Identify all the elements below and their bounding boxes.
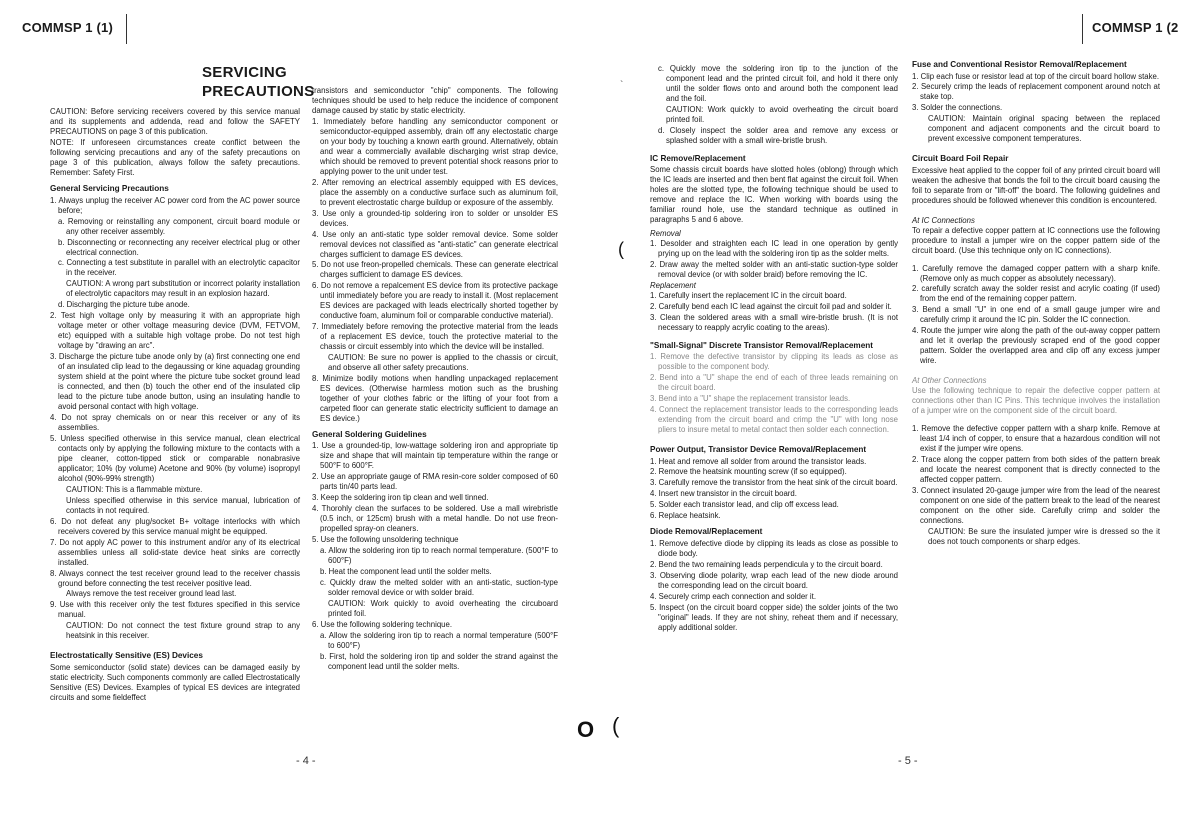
list-item: 6. Use the following soldering technique.	[312, 619, 452, 629]
list-item: a. Allow the soldering iron tip to reach a normal temperature (500°F to 600°F)	[320, 630, 558, 650]
list-item: 2. Test high voltage only by measuring it with an appropriate high voltage meter or other voltage measuring device (DVM, FETVOM, etc) equipped with a suitable high voltage probe. Do not test high voltage by "drawing an arc".	[50, 311, 300, 351]
list-item: 2. Securely crimp the leads of replacement component around notch at stake top.	[912, 82, 1160, 102]
list-item: CAUTION: Maintain original spacing between the replaced component and adjacent components and the circuit board to prevent excessive component temperatures.	[928, 114, 1160, 144]
power-output-list	[650, 457, 898, 522]
list-item: 6. Do not remove a repalcement ES device from its protective package until immediately before you are ready to install it. (Most replacement ES devices are packaged with leads electrically shorted together by conductive foam, aluminum foil or comparable conductive material).	[312, 281, 558, 321]
power-output-heading: Power Output, Transistor Device Removal/Replacement	[650, 445, 867, 454]
soldering-list	[312, 441, 558, 671]
list-item: 4. Use only an anti-static type solder removal device. Some solder removal devices not classified as "anti-static" can generate electrical charges sufficient to damage ES devices.	[312, 229, 558, 259]
page-number-left: - 4 -	[296, 755, 316, 767]
list-item: b. Disconnecting or reconnecting any receiver electrical plug or other electrical connection.	[58, 237, 300, 257]
list-item: 1. Remove the defective transistor by clipping its leads as close as possible to the component body.	[650, 352, 898, 372]
list-item: 3. Solder the connections.	[912, 103, 1003, 113]
list-item: 1. Use a grounded-tip, low-wattage soldering iron and appropriate tip size and shape that will maintain tip temperature within the range or 500°F to 600°F.	[312, 441, 558, 471]
list-item: 3. Bend into a "U" shape the replacement transistor leads.	[650, 394, 851, 404]
list-item: Always remove the test receiver ground lead last.	[66, 589, 237, 599]
list-item: 4. Securely crimp each connection and solder it.	[650, 591, 816, 601]
list-item: 1. Always unplug the receiver AC power cord from the AC power source before;	[50, 195, 300, 215]
list-item: 3. Carefully remove the transistor from the heat sink of the circuit board.	[650, 478, 898, 488]
list-item: 8. Always connect the test receiver ground lead to the receiver chassis ground before connecting the test receiver positive lead.	[50, 568, 300, 588]
list-item: 3. Clean the soldered areas with a small wire-bristle brush. (It is not necessary to reapply acrylic coating to the areas).	[650, 312, 898, 332]
intro	[50, 107, 300, 178]
list-item: 1. Desolder and straighten each IC lead in one operation by gently prying up on the lead with the soldering iron tip as the solder melts.	[650, 239, 898, 258]
replacement-label: Replacement	[650, 280, 696, 290]
at-ic-text: To repair a defective copper pattern at IC connections use the following procedure to install a jumper wire on the copper pattern side of the circuit board. (Use this technique only on IC connections).	[912, 225, 1160, 255]
ic-text: Some chassis circuit boards have slotted holes (oblong) through which the IC leads are inserted and then bent flat against the circuit foil. When holes are the slotted type, the following technique should be used to remove and replace the IC. When working with boards using the familiar round hole, use the standard technique as outlined in paragraphs 5 and 6 above.	[650, 165, 898, 225]
list-item: 7. Do not apply AC power to this instrument and/or any of its electrical assemblies unless all solid-state device heat sinks are correctly installed.	[50, 537, 300, 567]
list-item: 2. Use an appropriate gauge of RMA resin-core solder composed of 60 parts tin/40 parts lead.	[312, 472, 558, 492]
list-item: c. Connecting a test substitute in parallel with an electrolytic capacitor in the receiver.	[58, 258, 300, 278]
list-item: 1. Carefully remove the damaged copper pattern with a sharp knife. (Remove only as much copper as absolutely necessary).	[912, 263, 1160, 283]
removal-list	[650, 239, 898, 280]
general-heading: General Servicing Precautions	[50, 184, 169, 194]
removal-label: Removal	[650, 229, 681, 239]
list-item: CAUTION: A wrong part substitution or incorrect polarity installation of electrolytic capacitors may result in an explosion hazard.	[66, 279, 300, 299]
list-item: 6. Do not defeat any plug/socket B+ voltage interlocks with which receivers covered by this service manual might be equipped.	[50, 516, 300, 536]
list-item: 4. Insert new transistor in the circuit board.	[650, 489, 797, 499]
intro-note: NOTE: If unforeseen circumstances create conflict between the following servicing precautions and any of the safety precautions on page 3 of this publication, always follow the safety precautions. Remember: Safety First.	[50, 138, 300, 178]
list-item: CAUTION: Be sure the insulated jumper wire is dressed so the it does not touch components or sharp edges.	[928, 526, 1160, 546]
list-item: b. First, hold the soldering iron tip and solder the strand against the component lead until the solder melts.	[320, 651, 558, 671]
list-item: 4. Connect the replacement transistor leads to the corresponding leads extending from the circuit board and crimp the "U" with long nose pliers to insure metal to metal contact then solder each connection.	[650, 405, 898, 435]
list-item: 6. Replace heatsink.	[650, 511, 721, 521]
replacement-list	[650, 291, 898, 333]
es-list	[312, 86, 558, 424]
list-item: 2. Draw away the melted solder with an anti-static suction-type solder removal device (or with solder braid) before removing the IC.	[650, 259, 898, 279]
scan-mark: `	[620, 80, 624, 91]
list-item: 7. Immediately before removing the protective material from the leads of a replacement ES device, touch the protective material to the chassis or circuit essembly into which the device will be installed.	[312, 322, 558, 352]
small-signal-heading: "Small-Signal" Discrete Transistor Removal/Replacement	[650, 340, 873, 350]
list-item: a. Allow the soldering iron tip to reach normal temperature. (500°F to 600°F)	[320, 546, 558, 566]
binding-mark-top: (	[618, 239, 624, 259]
binding-mark-bracket: (	[612, 713, 620, 738]
small-signal-list	[650, 352, 898, 435]
list-item: CAUTION: Do not connect the test fixture ground strap to any heatsink in this receiver.	[66, 621, 300, 641]
list-item: 2. carefully scratch away the solder resist and acrylic coating (if used) from the end of the remaining copper pattern.	[912, 284, 1160, 304]
list-item: 2. After removing an electrical assembly equipped with ES devices, place the assembly on a conductive surface such as aluminum foil, to prevent electrostatic charge buildup or exposure of the assembly.	[312, 177, 558, 207]
binding-mark-circle: O	[577, 717, 595, 742]
diode-heading: Diode Removal/Replacement	[650, 527, 763, 537]
list-item: 5. Solder each transistor lead, and clip off excess lead.	[650, 500, 839, 510]
list-item: CAUTION: Work quickly to avoid overheating the circuboard printed foil.	[328, 599, 558, 618]
header-right: COMMSP 1 (2	[1092, 20, 1179, 35]
list-item: b. Heat the component lead until the solder melts.	[320, 567, 492, 577]
list-item: 1. Remove the defective copper pattern with a sharp knife. Remove at least 1/4 inch of copper, to ensure that a hazardous condition will not exist if the jumper wire opens.	[912, 424, 1160, 454]
at-other-text: Use the following technique to repair the defective copper pattern at connections other than IC Pins. This technique involves the installation of a jumper wire on the component side of the circuit board.	[912, 386, 1160, 416]
column-4	[912, 60, 1160, 752]
list-item: 2. Bend the two remaining leads perpendicula y to the circuit board.	[650, 559, 883, 569]
list-item: 8. Minimize bodily motions when handling unpackaged replacement ES devices. (Otherwise harmless motion such as the brushing together of your clothes fabric or the lifting of your foot from a carpeted floor can generate static electricity sufficient to damage an ES device.)	[312, 374, 558, 423]
header-divider-right	[1082, 14, 1083, 44]
list-item: 3. Use only a grounded-tip soldering iron to solder or unsolder ES devices.	[312, 208, 558, 228]
list-item: d. Discharging the picture tube anode.	[58, 300, 190, 310]
list-item: 1. Clip each fuse or resistor lead at top of the circuit board hollow stake.	[912, 71, 1160, 81]
list-item: 4. Thorohly clean the surfaces to be soldered. Use a mall wirebristle (0.5 inch, or 125cm) brush with a metal handle. Do not use freon-propelled spray-on cleaners.	[312, 504, 558, 534]
soldering-heading: General Soldering Guidelines	[312, 429, 427, 439]
column-1	[50, 62, 315, 752]
list-item: CAUTION: Work quickly to avoid overheating the circuit board printed foil.	[666, 104, 898, 124]
list-item: CAUTION: This is a flammable mixture.	[66, 484, 203, 494]
at-ic-label: At IC Connections	[912, 215, 975, 225]
list-item: c. Quickly draw the melted solder with an anti-static, suction-type solder removal device or with solder braid.	[320, 578, 558, 598]
list-item: d. Closely inspect the solder area and remove any excess or splashed solder with a small wire-bristle brush.	[658, 125, 898, 145]
list-item: 1. Immediately before handling any semiconductor component or semiconductor-equipped assembly, drain off any electostatic charge on your body by touching a known earth ground. Alternatively, obtain and wear a commercially available discharging wrist strap device, which should be removed to prevent potential shock reasons prior to applying power to the unit under test.	[312, 116, 558, 176]
header-left: COMMSP 1 (1)	[22, 20, 114, 35]
list-item: a. Removing or reinstalling any component, circuit board module or any other receiver assembly.	[58, 216, 300, 236]
list-item: 3. Discharge the picture tube anode only by (a) first connecting one end of an insulated clip lead to the degaussing or kine aquadag grounding system shield at the point where the picture tube socket ground lead is connected, and then (b) touch the other end of the insulated clip lead to the picture tube anode button, using an insulating handle to avoid personal contact with high voltage.	[50, 352, 300, 412]
foil-heading: Circuit Board Foil Repair	[912, 154, 1009, 164]
at-other-label: At Other Connections	[912, 376, 987, 386]
fuse-heading: Fuse and Conventional Resistor Removal/Replacement	[912, 60, 1127, 69]
list-item: 1. Heat and remove all solder from around the transistor leads.	[650, 456, 867, 466]
ic-heading: IC Remove/Replacement	[650, 153, 746, 163]
list-item: 3. Keep the soldering iron tip clean and well tinned.	[312, 493, 489, 503]
column-3	[650, 64, 898, 752]
list-item: 1. Remove defective diode by clipping its leads as close as possible to diode body.	[650, 538, 898, 558]
list-item: 1. Carefully insert the replacement IC in the circuit board.	[650, 290, 847, 300]
page-number-right: - 5 -	[898, 755, 918, 767]
list-item: 5. Unless specified otherwise in this service manual, clean electrical contacts only by applying the following mixture to the contacts with a pipe cleaner, cotton-tipped stick or comparable nonabrasive applicator; 10% (by volume) Acetone and 90% (by volume) isopropyl alcohol (90%-99% strength)	[50, 433, 300, 483]
list-item: 3. Bend a small "U" in one end of a small gauge jumper wire and carefully crimp it around the IC pin. Solder the IC connection.	[912, 305, 1160, 325]
list-item: 5. Do not use freon-propelled chemicals. These can generate electrical charges sufficient to damage ES devices.	[312, 260, 558, 280]
list-item: 2. Bend into a "U" shape the end of each of three leads remaining on the circuit board.	[650, 373, 898, 393]
es-text: Some semiconductor (solid state) devices can be damaged easily by static electricity. Such components commonly are called Electrostatically Sensitive (ES) Devices. Examples of typical ES devices are integrated circuits and some fieldeffect	[50, 662, 300, 702]
at-ic-list	[912, 264, 1160, 367]
list-item: 4. Do not spray chemicals on or near this receiver or any of its assemblies.	[50, 413, 300, 432]
list-item: 3. Observing diode polarity, wrap each lead of the new diode around the corresponding lead on the circuit board.	[650, 570, 898, 590]
page-title: SERVICING PRECAUTIONS	[202, 64, 315, 101]
fuse-list	[912, 72, 1160, 145]
list-item: 2. Trace along the copper pattern from both sides of the pattern break and locate the nearest component that is directly connected to the affected copper pattern.	[912, 455, 1160, 484]
list-item: 2. Remove the heatsink mounting screw (if so equipped).	[650, 467, 847, 477]
list-item: 9. Use with this receiver only the test fixtures specified in this service manual.	[50, 600, 300, 620]
list-item: CAUTION: Be sure no power is applied to the chassis or circuit, and observe all other safety precautions.	[328, 353, 558, 373]
at-other-list	[912, 424, 1160, 547]
list-item: transistors and semiconductor "chip" components. The following techniques should be used to help reduce the incidence of component damage caused by static by static electricity.	[312, 86, 558, 115]
column-2	[312, 86, 558, 752]
list-item: 4. Route the jumper wire along the path of the out-away copper pattern and let it overlap the previously scraped end of the good copper pattern. Solder the overlapped area and clip off any excess jumper wire.	[912, 326, 1160, 366]
diode-list	[650, 539, 898, 633]
es-heading: Electrostatically Sensitive (ES) Devices	[50, 651, 203, 661]
list-item: 2. Carefully bend each IC lead against the circuit foil pad and solder it.	[650, 301, 892, 311]
list-item: 5. Use the following unsoldering technique	[312, 535, 459, 545]
general-list	[50, 196, 300, 642]
list-item: Unless specified otherwise in this service manual, lubrication of contacts in not required.	[66, 495, 300, 515]
header-divider-left	[126, 14, 127, 44]
intro-caution: CAUTION: Before servicing receivers covered by this service manual and its supplements and addenda, read and follow the SAFETY PRECAUTIONS on page 3 of this publication.	[50, 107, 300, 137]
list-item: c. Quickly move the soldering iron tip to the junction of the component lead and the printed circuit foil, and hold it there only until the solder flows onto and around both the component lead and the foil.	[658, 64, 898, 103]
list-item: 3. Connect insulated 20-gauge jumper wire from the lead of the nearest component on one side of the pattern break to the lead of the nearest component on the other side. Carefully crimp and solder the connections.	[912, 485, 1160, 525]
foil-text: Excessive heat applied to the copper foil of any printed circuit board will weaken the adhesive that bonds the foil to the circuit board causing the foil to separate from or "lift-off" the board. The following guidelines and procedures should be followed whenever this condition is encountered.	[912, 165, 1160, 205]
soldering-continued	[650, 64, 898, 146]
list-item: 5. Inspect (on the circuit board copper side) the solder joints of the two "original" leads. If they are not shiny, reheat them and if necessary, apply additional solder.	[650, 602, 898, 632]
